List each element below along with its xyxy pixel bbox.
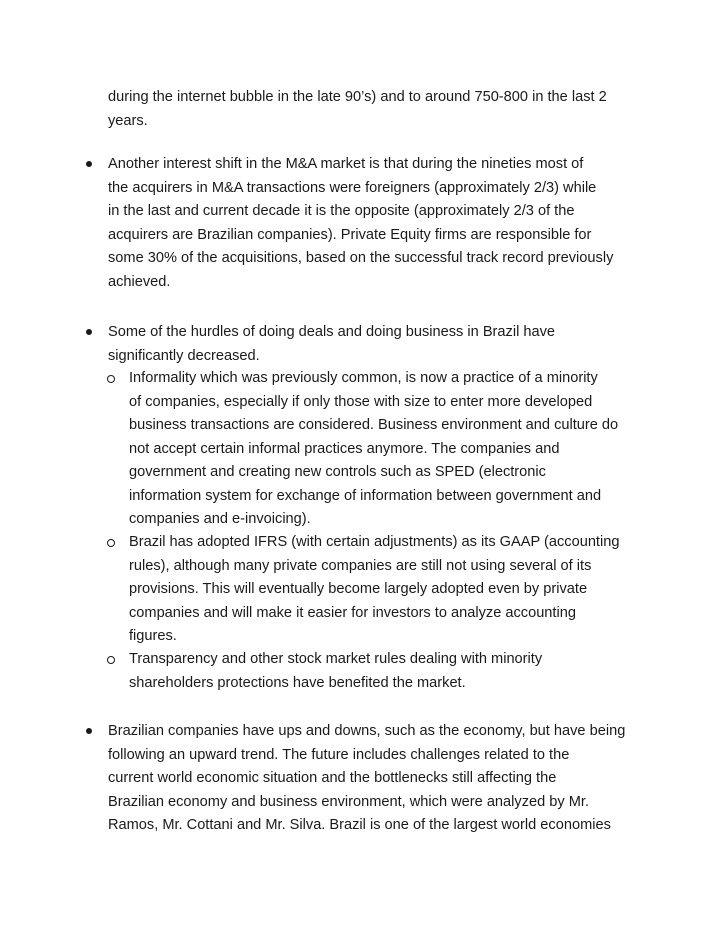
text-line: not accept certain informal practices anymore. The companies and: [129, 440, 560, 457]
text-line: the acquirers in M&A transactions were foreigners (approximately 2/3) while: [108, 179, 597, 196]
text-line: shareholders protections have benefited the market.: [129, 674, 466, 691]
text-line: significantly decreased.: [108, 347, 260, 364]
sub-bullet-paragraph-3: [129, 648, 649, 695]
text-line: Brazilian companies have ups and downs, such as the economy, but have being: [108, 723, 626, 739]
continuation-paragraph: [108, 86, 648, 133]
text-line: government and creating new controls such as SPED (electronic: [129, 464, 546, 480]
text-line: acquirers are Brazilian companies). Private Equity firms are responsible for: [108, 226, 592, 243]
text-line: companies and e-invoicing).: [129, 511, 311, 527]
bullet-paragraph-2: [108, 321, 648, 368]
bullet-icon: [86, 161, 92, 167]
bullet-paragraph-3: [108, 720, 648, 838]
text-line: in the last and current decade it is the opposite (approximately 2/3 of the: [108, 203, 575, 219]
bullet-icon: [86, 329, 92, 335]
text-line: Ramos, Mr. Cottani and Mr. Silva. Brazil is one of the largest world economies: [108, 817, 611, 833]
text-line: achieved.: [108, 273, 171, 290]
text-line: rules), although many private companies are still not using several of its: [129, 557, 592, 574]
text-line: provisions. This will eventually become largely adopted even by private: [129, 581, 588, 597]
text-line: Transparency and other stock market rules dealing with minority: [129, 651, 543, 667]
text-line: Another interest shift in the M&A market is that during the nineties most of: [108, 156, 584, 172]
text-line: Brazilian economy and business environment, which were analyzed by Mr.: [108, 793, 590, 810]
text-line: Informality which was previously common, is now a practice of a minority: [129, 370, 598, 386]
text-line: during the internet bubble in the late 90’s) and to around 750-800 in the last 2: [108, 89, 607, 105]
text-line: some 30% of the acquisitions, based on the successful track record previously: [108, 250, 614, 266]
text-line: current world economic situation and the bottlenecks still affecting the: [108, 770, 557, 786]
text-line: of companies, especially if only those with size to enter more developed: [129, 393, 593, 410]
sub-bullet-paragraph-2: [129, 531, 649, 649]
bullet-icon: [86, 728, 92, 734]
text-line: figures.: [129, 628, 177, 644]
text-line: companies and will make it easier for investors to analyze accounting: [129, 604, 576, 621]
sub-bullet-circle-icon: [107, 656, 115, 664]
text-line: Some of the hurdles of doing deals and doing business in Brazil have: [108, 324, 556, 340]
sub-bullet-circle-icon: [107, 539, 115, 547]
bullet-paragraph-1: [108, 153, 648, 294]
sub-bullet-circle-icon: [107, 375, 115, 383]
text-line: business transactions are considered. Business environment and culture do: [129, 417, 619, 433]
text-line: years.: [108, 112, 148, 129]
text-line: following an upward trend. The future includes challenges related to the: [108, 746, 570, 763]
text-line: Brazil has adopted IFRS (with certain adjustments) as its GAAP (accounting: [129, 534, 620, 550]
text-line: information system for exchange of information between government and: [129, 487, 602, 504]
sub-bullet-paragraph-1: [129, 367, 649, 532]
